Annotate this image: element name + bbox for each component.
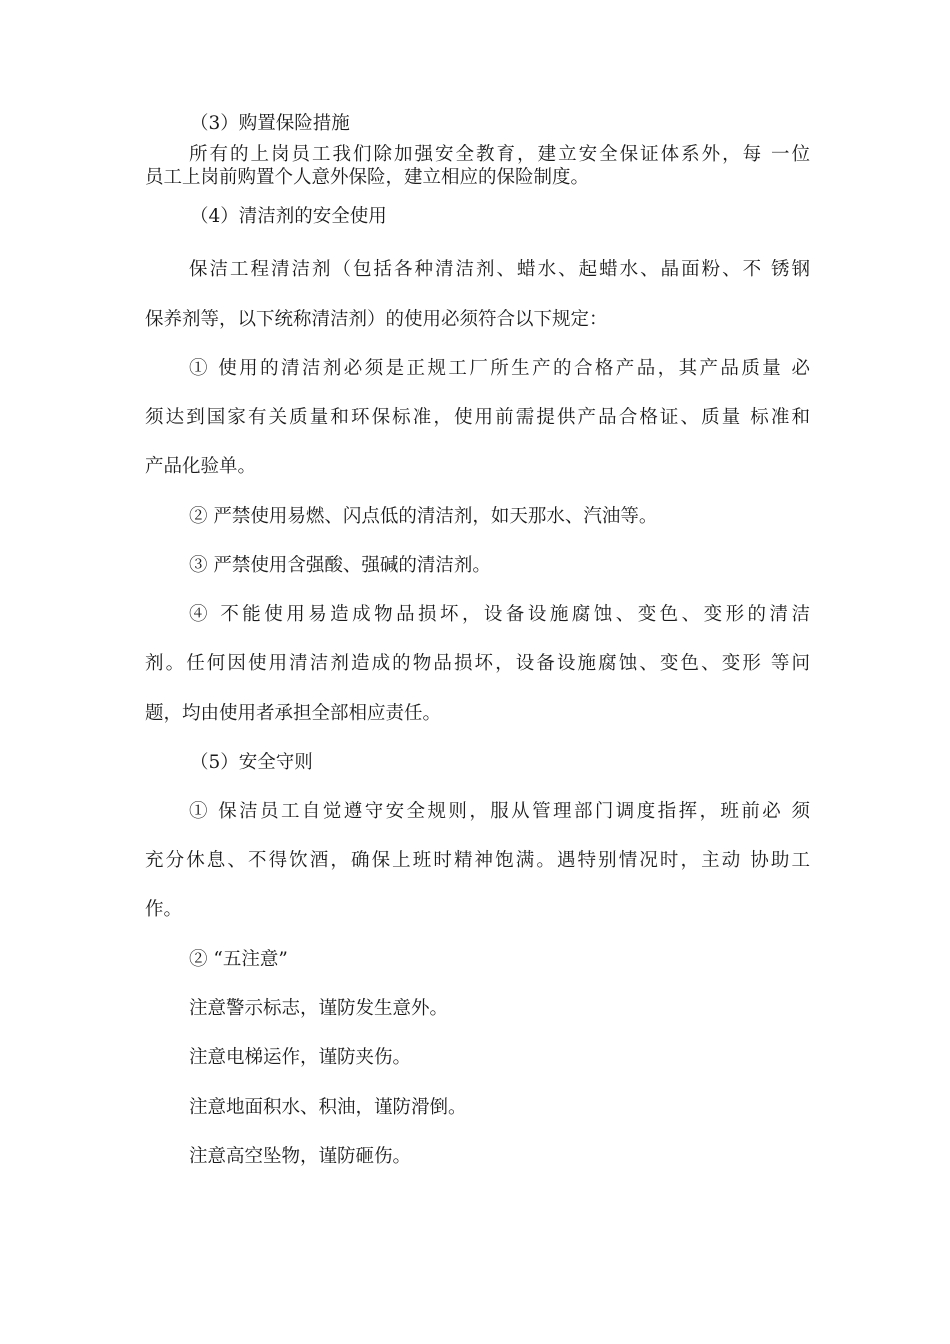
section-5-heading: （5）安全守则 [190,752,313,773]
caution-item-2: 注意电梯运作，谨防夹伤。 [189,1047,412,1068]
section-4-rule-4-line-3: 题，均由使用者承担全部相应责任。 [145,703,442,724]
section-4-rule-4-line-2: 剂。任何因使用清洁剂造成的物品损坏，设备设施腐蚀、变色、变形 等问 [145,653,810,674]
caution-item-4: 注意高空坠物，谨防砸伤。 [189,1146,412,1167]
section-5-rule-1-line-1: ① 保洁员工自觉遵守安全规则，服从管理部门调度指挥，班前必 须 [189,801,810,822]
section-5-rule-1-line-3: 作。 [145,899,183,920]
section-4-intro-line-1: 保洁工程清洁剂（包括各种清洁剂、蜡水、起蜡水、晶面粉、不 锈钢 [189,259,810,280]
caution-item-3: 注意地面积水、积油，谨防滑倒。 [189,1097,467,1118]
section-3-heading: （3）购置保险措施 [190,113,350,134]
section-4-rule-1-line-3: 产品化验单。 [145,456,257,477]
section-4-intro-line-2: 保养剂等，以下统称清洁剂）的使用必须符合以下规定： [145,309,608,330]
section-4-rule-2: ② 严禁使用易燃、闪点低的清洁剂，如天那水、汽油等。 [189,506,658,527]
section-3-paragraph-line-1: 所有的上岗员工我们除加强安全教育，建立安全保证体系外，每 一位 [189,144,810,165]
section-5-rule-2-heading: ② “五注意” [189,949,288,970]
section-4-heading: （4）清洁剂的安全使用 [190,206,387,227]
section-4-rule-1-line-1: ① 使用的清洁剂必须是正规工厂所生产的合格产品，其产品质量 必 [189,358,810,379]
caution-item-1: 注意警示标志，谨防发生意外。 [189,998,449,1019]
section-4-rule-3: ③ 严禁使用含强酸、强碱的清洁剂。 [189,555,491,576]
section-5-rule-1-line-2: 充分休息、不得饮酒，确保上班时精神饱满。遇特别情况时，主动 协助工 [145,850,810,871]
section-4-rule-1-line-2: 须达到国家有关质量和环保标准，使用前需提供产品合格证、质量 标准和 [145,407,810,428]
section-4-rule-4-line-1: ④ 不能使用易造成物品损坏，设备设施腐蚀、变色、变形的清洁 [189,604,810,625]
section-3-paragraph-line-2: 员工上岗前购置个人意外保险，建立相应的保险制度。 [145,167,590,188]
